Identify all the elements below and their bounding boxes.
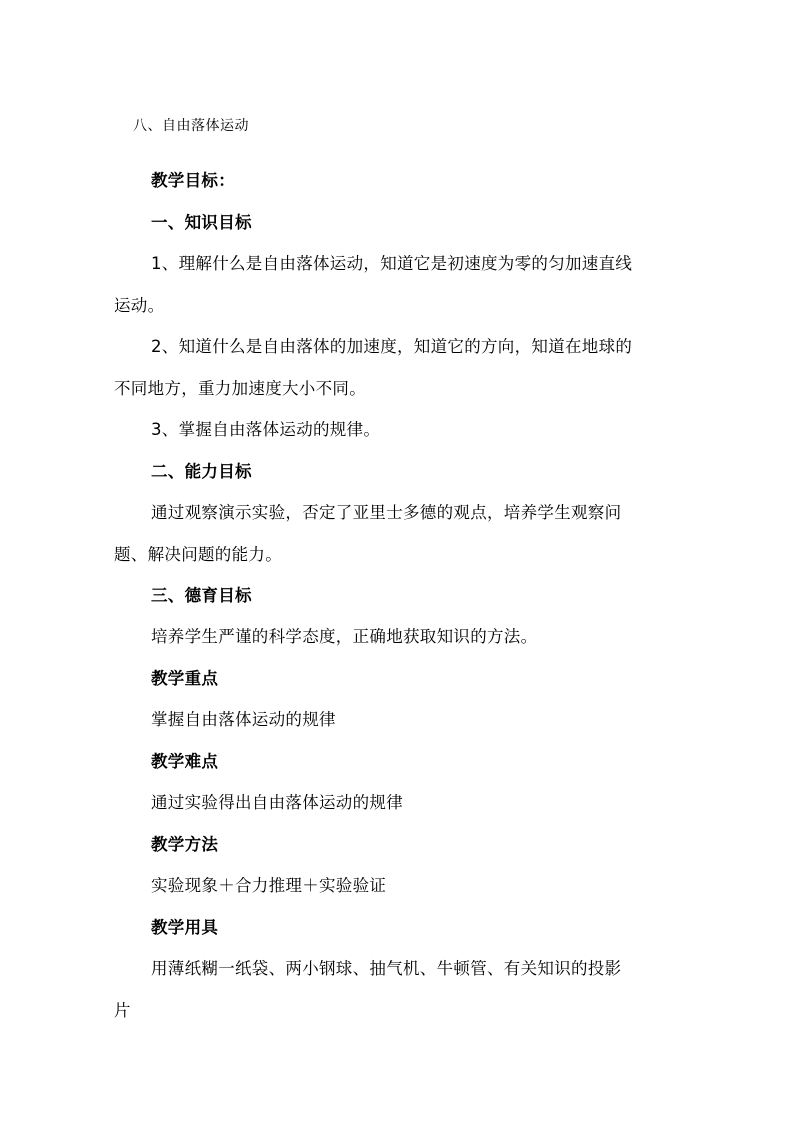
knowledge-heading: 一、知识目标 [151, 213, 252, 232]
ability-heading: 二、能力目标 [151, 462, 252, 481]
moral-text: 培养学生严谨的科学态度，正确地获取知识的方法。 [151, 627, 538, 646]
tools-text-line-2: 片 [114, 1001, 131, 1020]
method-text: 实验现象＋合力推理＋实验验证 [151, 876, 387, 895]
knowledge-item-2-line-1: 2、知道什么是自由落体的加速度，知道它的方向，知道在地球的 [151, 337, 633, 356]
ability-text-line-1: 通过观察演示实验，否定了亚里士多德的观点，培养学生观察问 [151, 503, 622, 522]
ability-text-line-2: 题、解决问题的能力。 [114, 545, 282, 564]
knowledge-item-1-line-1: 1、理解什么是自由落体运动，知道它是初速度为零的匀加速直线 [151, 254, 633, 273]
tools-heading: 教学用具 [151, 918, 219, 937]
difficulty-text: 通过实验得出自由落体运动的规律 [151, 793, 403, 812]
method-heading: 教学方法 [151, 835, 219, 854]
objectives-heading: 教学目标： [151, 171, 235, 190]
knowledge-item-1-line-2: 运动。 [114, 296, 165, 315]
difficulty-heading: 教学难点 [151, 752, 219, 771]
moral-heading: 三、德育目标 [151, 586, 252, 605]
document-title: 八、自由落体运动 [133, 118, 249, 134]
key-point-heading: 教学重点 [151, 669, 219, 688]
knowledge-item-3: 3、掌握自由落体运动的规律。 [151, 420, 381, 439]
key-point-text: 掌握自由落体运动的规律 [151, 710, 336, 729]
tools-text-line-1: 用薄纸糊一纸袋、两小钢球、抽气机、牛顿管、有关知识的投影 [151, 959, 622, 978]
knowledge-item-2-line-2: 不同地方，重力加速度大小不同。 [114, 379, 366, 398]
